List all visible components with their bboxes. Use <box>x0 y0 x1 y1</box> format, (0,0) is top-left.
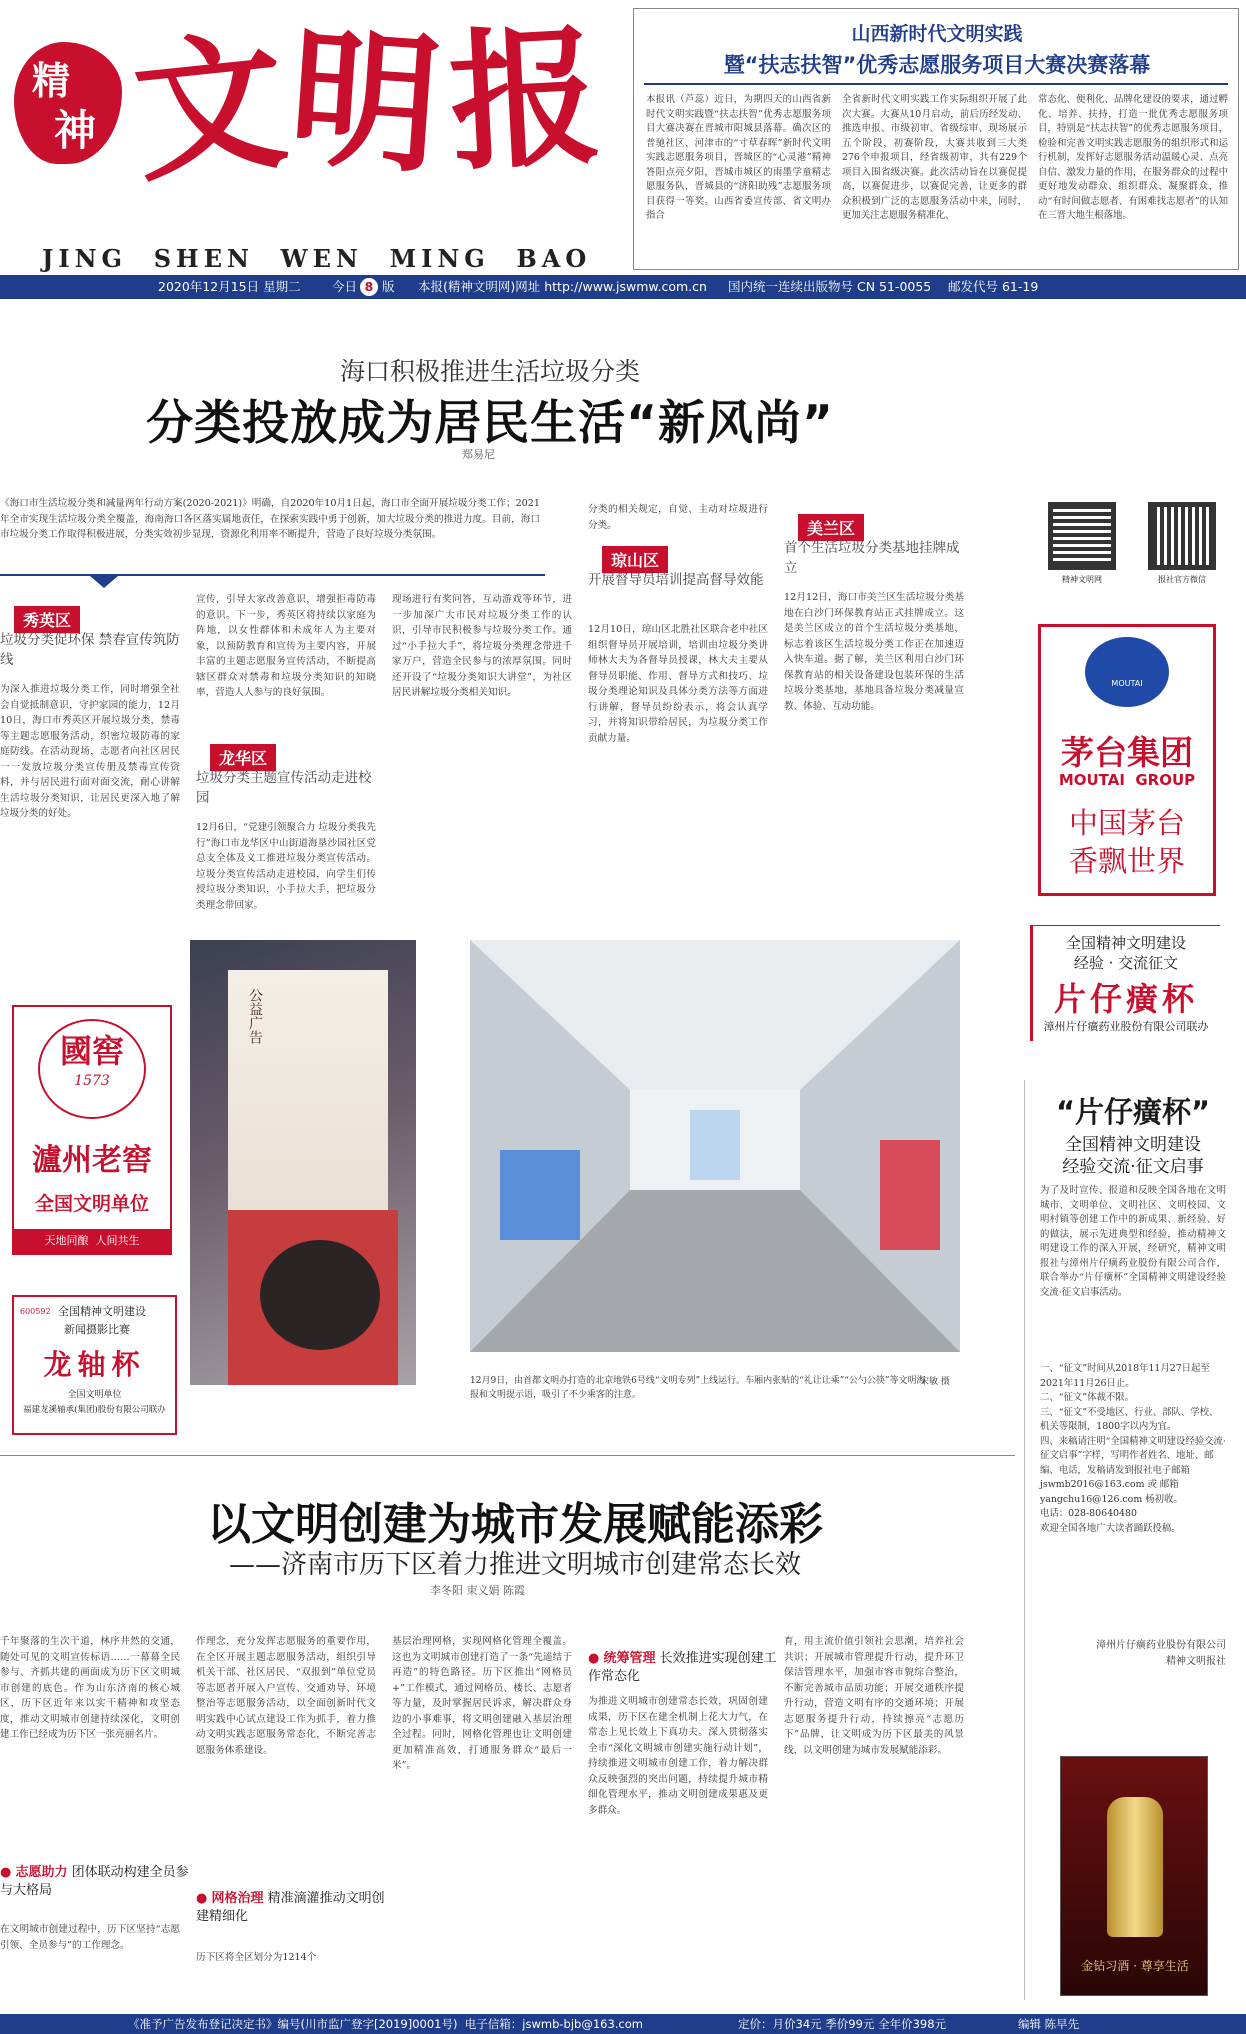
photo-subway <box>470 940 960 1352</box>
second-byline: 李冬阳 束义娟 陈霞 <box>430 1584 525 1597</box>
page-count: 8 <box>360 278 378 296</box>
second-col1-tag <box>0 1864 190 1900</box>
pzh-banner-line-2: 经验 · 交流征文 <box>1073 954 1179 972</box>
second-col-5: 育，用主流价值引领社会思潮，培养社会共识；开展城市管理提升行动，提升环卫保洁管理水平，加强市容市貌综合整治，不断完善城市品质功能；开展交通秩序提升行动，营造文明有序的交通环境；开展志愿服务提升行动，持续擦亮“志愿历下”品牌，让文明成为历下区最美的风景线，以文明创建为城市发展赋能添彩。 <box>784 1636 964 1756</box>
pzh-notice-item: 三、“征文”不受地区、行业、部队、学校、机关等限制，1800字以内为宜。 <box>1040 1406 1219 1432</box>
ad-luzhou[interactable] <box>12 1005 172 1255</box>
photo-caption: 12月9日，由首都文明办打造的北京地铁6号线“文明专列”上线运行。车厢内张贴的“礼让让乘”“公勺公筷”等文明海报和文明提示语，吸引了不少乘客的注意。 <box>470 1376 926 1400</box>
lead-intro: 《海口市生活垃圾分类和减量两年行动方案(2020-2021)》明确，自2020年10月1日起，海口市全面开展垃圾分类工作；2021年全市实现生活垃圾分类全覆盖，海南海口各区落实属地责任，在探索实践中勇于创新，加大垃圾分类的推进力度。目前，海口市垃圾分类工作取得积极进展，分类实效初步显现，资源化利用率不断提升，营造了良好垃圾分类氛围。 <box>0 498 540 540</box>
section-sub-qiongshan: 开展督导员培训提高督导效能 <box>588 572 764 588</box>
second-tag-label: 网格治理 <box>211 1891 264 1906</box>
pzh-notice-body: 为了及时宣传、报道和反映全国各地在文明城市、文明单位、文明社区、文明校园、文明村镇等创建工作中的新成果、新经验、好的做法，展示先进典型和经验，推动精神文明建设工作的深入开展，经研究，精神文明报社与漳州片仔癀药业股份有限公司合作，联合举办“片仔癀杯”全国精神文明建设经验交流·征文启事活动。 <box>1040 1185 1226 1298</box>
ad-jinsha[interactable] <box>1060 1756 1208 1996</box>
ad-pzh-banner[interactable] <box>1030 925 1220 1041</box>
luzhou-name: 瀘州老窖 <box>32 1143 152 1178</box>
section-sub-xiuying: 垃圾分类促环保 禁春宣传筑防线 <box>0 632 180 668</box>
qr-web-label: 精神文明网 <box>1062 575 1102 584</box>
cn-number: 国内统一连续出版物号 CN 51-0055 <box>728 279 932 294</box>
second-rule <box>0 1455 1015 1456</box>
second-col4-tag <box>588 1650 778 1686</box>
longzhou-t3: 全国文明单位 <box>67 1390 122 1400</box>
photo-child-head <box>260 1240 380 1350</box>
masthead-brand-2: 明 <box>284 8 446 196</box>
pzh-notice-items <box>1040 1362 1226 1572</box>
pzh-notice-item: 欢迎全国各地广大读者踊跃投稿。 <box>1040 1522 1181 1534</box>
second-col-1: 千年聚落的生次干道，林序井然的交通，随处可见的文明宣传标语……一幕幕全民参与、齐抓共建的画面成为历下区文明城市创建的底色。作为山东济南的核心城区，历下区近年来以实干精神和攻坚态度，推动文明城市创建持续深化，文明创建工作已经成为历下区一张亮丽名片。 <box>0 1636 180 1740</box>
top-story-rule <box>644 83 1228 85</box>
top-story-title-2: 暨“扶志扶智”优秀志愿服务项目大赛决赛落幕 <box>723 53 1151 77</box>
photo-credit: 宋敏 摄 <box>920 1377 950 1387</box>
lead-cont-3: 分类的相关规定，自觉、主动对垃圾进行分类。 <box>588 504 768 531</box>
issue-date: 2020年12月15日 星期二 <box>158 279 301 294</box>
second-col-3: 基层治理网格，实现网格化管理全覆盖。这也为文明城市创建打造了一条“先遥结于再造”的特色路径。历下区推出“网格员+”工作模式，通过网格员、楼长、志愿者等力量，及时掌握居民诉求，解决群众身边的小事难事，将文明创建融入基层治理全过程。同时，网格化管理也让文明创建更加精准高效，打通服务群众“最后一米”。 <box>392 1636 572 1771</box>
luzhou-slogan: 天地同酿 人间共生 <box>14 1229 170 1253</box>
lead-intro-pointer <box>90 576 118 588</box>
section-tag-meilan: 美兰区 <box>798 514 864 541</box>
pzh-notice-title: “片仔癀杯” <box>1055 1095 1211 1129</box>
pzh-notice-item: 电话：028-80640480 <box>1040 1508 1137 1519</box>
longzhou-brand: 龙轴杯 <box>43 1348 146 1381</box>
section-sub-longhua: 垃圾分类主题宣传活动走进校园 <box>196 770 372 806</box>
photo-subway-svg <box>470 940 960 1352</box>
second-tag-icon: ● <box>588 1651 600 1666</box>
longzhou-stock: 600592 <box>20 1307 51 1316</box>
second-col2-tag <box>196 1890 386 1926</box>
second-tag-label: 统筹管理 <box>603 1651 656 1666</box>
footer-bar <box>0 2014 1246 2034</box>
qr-wechat-label: 报社官方微信 <box>1158 575 1206 584</box>
second-col-4: 为推进文明城市创建常态长效，巩固创建成果，历下区在建全机制上花大力气，在常态上见长效上下真功夫。深入贯彻落实全市“深化文明城市创建实施行动计划”，持续推进文明城市创建工作，着力解决群众反映强烈的突出问题，持续提升城市精细化管理水平，推动文明创建成果惠及更多群众。 <box>588 1696 768 1816</box>
top-story-title-1: 山西新时代文明实践 <box>851 23 1023 45</box>
masthead-info-bar <box>0 275 1246 299</box>
lead-intro-rule <box>0 574 545 576</box>
masthead-pinyin: JING SHEN WEN MING BAO <box>42 244 592 273</box>
second-tag-icon: ● <box>0 1865 12 1880</box>
second-tag-icon: ● <box>196 1891 208 1906</box>
pzh-notice-sub-2: 经验交流·征文启事 <box>1062 1157 1204 1177</box>
today-label: 今日 <box>332 279 358 294</box>
lead-cont-2: 现场进行有奖问答，互动游戏等环节，进一步加深广大市民对垃圾分类工作的认识，引导市民积极参与垃圾分类工作。通过“小手拉大手”，将垃圾分类理念带进千家万户，营造全民参与的浓厚氛围。同时还开设了“垃圾分类知识大讲堂”，为社区居民讲解垃圾分类相关知识。 <box>392 594 572 698</box>
second-tag-text: 团体联动构建全员参与大格局 <box>0 1865 189 1898</box>
pzh-notice-sign-1: 漳州片仔癀药业股份有限公司 <box>1096 1640 1226 1651</box>
luzhou-title: 全国文明单位 <box>34 1193 149 1215</box>
column-divider <box>1024 1080 1025 2000</box>
second-col-1-end: 在文明城市创建过程中，历下区坚持“志愿引领、全员参与”的工作理念。 <box>0 1924 180 1951</box>
section-text-longhua: 12月6日，“党建引领聚合力 垃圾分类我先行”海口市龙华区中山街道海垦沙园社区党总支全体及义工推进垃圾分类宣传活动。垃圾分类宣传活动走进校园，向学生们传授垃圾分类知识，小手拉大手，把垃圾分类理念带回家。 <box>196 822 376 911</box>
moutai-name-cn: 茅台集团 <box>1061 733 1193 772</box>
luzhou-year: 1573 <box>74 1073 110 1089</box>
pzh-notice-item: 二、“征文”体裁不限。 <box>1040 1392 1134 1403</box>
moutai-logo-text: MOUTAI <box>1111 679 1143 688</box>
section-text-meilan: 12月12日，海口市美兰区生活垃圾分类基地在白沙门环保教育站正式挂牌成立。这是美兰区成立的首个生活垃圾分类基地，标志着该区生活垃圾分类工作正在加速迈入快车道。据了解，美兰区利用白沙门环保教育站的相关设备建设包装环保的生活垃圾分类基地，基地具备垃圾分类减量宣教、体验、互动功能。 <box>784 592 964 712</box>
section-text-xiuying: 为深入推进垃圾分类工作，同时增强全社会自觉抵制意识，守护家园的能力，12月10日，海口市秀英区开展垃圾分类，禁毒等主题志愿服务活动，织密垃圾防毒的家庭防线。在活动现场，志愿者向社区居民一一发放垃圾分类宣传册及禁毒宣传资料，并与居民进行面对面交流，耐心讲解生活垃圾分类知识，让居民更深入地了解垃圾分类的好处。 <box>0 684 180 819</box>
section-tag-longhua: 龙华区 <box>210 744 276 771</box>
top-story-col-2: 全省新时代文明实践工作实际组织开展了此次大赛。大赛从10月启动，前后历经发动、推选申报、市级初审、省级综审、现场展示五个阶段，初赛阶段，大赛共收到三大类276个申报项目，经省级初审，共有229个项目入围省级决赛。此次活动旨在以赛促提高，以赛促进步，以赛促完善，让更多的群众积极到广泛的志愿服务活动中来，同时，更加关注志愿服务精准化、 <box>842 94 1027 221</box>
pzh-banner-line-1: 全国精神文明建设 <box>1065 934 1186 952</box>
second-tag-label: 志愿助力 <box>15 1865 68 1880</box>
lead-cont-1: 宣传，引导大家改善意识，增强拒毒防毒的意识。下一步，秀英区将持续以家庭为阵地，以女性群体和未成年人为主要对象，以预防教育和宣传为主要内容，开展丰富的主题志愿服务宣传活动，不断提高辖区群众对禁毒和垃圾分类知识的知晓率，营造人人参与的良好氛围。 <box>196 594 376 698</box>
top-story-col-1: 本报讯（芦蕊）近日，为期四天的山西省新时代文明实践暨“扶志扶智”优秀志愿服务项目大赛决赛在晋城市阳城县落幕。确次区的普驰社区、河津市的“寸草春晖”新时代文明实践志愿服务项目，晋城区的“心灵港”精神答阳点亮夕阳，晋城市城区的雨墨学童精志愿服务队，晋城县的“济阳助残”志愿服务项目获得一等奖。山西省委宣传部、省文明办指合 <box>646 94 831 221</box>
qr-wechat[interactable] <box>1148 502 1216 570</box>
second-subhead: ——济南市历下区着力推进文明城市创建常态长效 <box>228 1550 801 1580</box>
pzh-notice-item: 一、“征文”时间从2018年11月27日起至2021年11月26日止。 <box>1040 1363 1210 1389</box>
footer-editor: 编辑 陈早先 <box>1018 2017 1080 2031</box>
top-story-col-3: 常态化、便利化、品牌化建设的要求，通过孵化、培养、扶持，打造一批优秀志愿服务项目，特别是“扶志扶智”的优秀志愿服务项目，检验和完善文明实践志愿服务的组织形式和运行机制，发挥好志愿服务活动温暖心灵、点亮自信、激发力量的作用，在服务群众的过程中更好地发动群众、组织群众、凝聚群众，推动“有时间做志愿者、有困难找志愿者”的认知在三晋大地生根落地。 <box>1038 94 1228 221</box>
moutai-logo <box>1085 637 1169 707</box>
second-headline: 以文明创建为城市发展赋能添彩 <box>207 1499 823 1550</box>
top-story <box>633 8 1239 270</box>
sponsor-url[interactable]: 本报(精神文明网)网址 http://www.jswmw.com.cn <box>418 279 707 294</box>
second-tag-text: 长效推进实现创建工作常态化 <box>588 1651 777 1684</box>
section-tag-xiuying: 秀英区 <box>14 606 80 633</box>
page-unit: 版 <box>382 279 395 294</box>
masthead <box>0 0 630 273</box>
longzhou-t4: 福建龙溪轴承(集团)股份有限公司联办 <box>23 1405 166 1415</box>
pzh-notice <box>1040 1090 1226 1690</box>
second-col-2: 作理念，充分发挥志愿服务的重要作用，在全区开展主题志愿服务活动，组织引导机关干部、社区居民、“双报到”单位党员等志愿者开展入户宣传、交通劝导、环境整治等志愿服务活动，以全面创新时代文明实践中心试点建设工作为抓手，着力推动文明实践志愿服务常态化，不断完善志愿服务体系建设。 <box>196 1636 376 1756</box>
footer-text: 《准予广告发布登记决定书》编号(川市监广登字[2019]0001号) 电子信箱：jswmb-bjb@163.com <box>128 2017 643 2031</box>
longzhou-t1: 全国精神文明建设 <box>58 1305 146 1318</box>
pzh-banner-company: 漳州片仔癀药业股份有限公司联办 <box>1043 1020 1209 1033</box>
seal-char-1: 精 <box>32 58 71 103</box>
photo-poster <box>190 940 416 1385</box>
pzh-banner-brand: 片仔癀杯 <box>1053 980 1198 1018</box>
lead-kicker: 海口积极推进生活垃圾分类 <box>339 357 640 386</box>
longzhou-t2: 新闻摄影比赛 <box>64 1323 130 1336</box>
jinsha-bottle <box>1107 1797 1163 1937</box>
section-sub-meilan: 首个生活垃圾分类基地挂牌成立 <box>784 540 960 576</box>
luzhou-brand: 國窖 <box>59 1032 124 1070</box>
section-text-qiongshan: 12月10日，琼山区北胜社区联合老中社区组织督导员开展培训，培训由垃圾分类讲师林大夫为各督导员授课，林大夫主要从督导员职能、作用、督导方式和技巧、垃圾分类理论知识及具体分类方法等方面进行讲解，督导员纷纷表示，将会认真学习，并将知识带给居民，为垃圾分类工作贡献力量。 <box>588 624 768 744</box>
qr-web[interactable] <box>1048 502 1116 570</box>
post-code: 邮发代号 61-19 <box>948 279 1039 294</box>
second-tag-text: 精准滴灌推动文明创建精细化 <box>196 1891 385 1924</box>
seal-char-2: 神 <box>54 106 97 155</box>
section-tag-qiongshan: 琼山区 <box>602 546 668 573</box>
photo-poster-text: 公益广告 <box>247 988 263 1044</box>
ad-longzhou[interactable] <box>12 1295 177 1435</box>
pzh-notice-sign-2: 精神文明报社 <box>1166 1656 1226 1667</box>
masthead-brand-1: 文 <box>126 12 294 204</box>
masthead-brand-3: 报 <box>445 8 605 192</box>
lead-headline: 分类投放成为居民生活“新风尚” <box>146 396 834 451</box>
pzh-notice-item: 四、来稿请注明“全国精神文明建设经验交流·征文启事”字样，写明作者姓名、地址、邮编、电话，发稿请发到报社电子邮箱 jswmb2016@163.com 或 邮箱 yangchu16@126.com 杨初收。 <box>1040 1435 1226 1505</box>
ad-moutai[interactable] <box>1038 624 1216 896</box>
jinsha-slogan: 金钻习酒 · 尊享生活 <box>1081 1959 1189 1973</box>
footer-price: 定价：月价34元 季价99元 全年价398元 <box>738 2017 947 2031</box>
second-col-2-end: 历下区将全区划分为1214个 <box>196 1952 317 1963</box>
moutai-slogan-1: 中国茅台 <box>1068 806 1185 840</box>
lead-byline: 郑易尼 <box>462 448 495 461</box>
moutai-name-en: MOUTAI GROUP <box>1058 771 1196 789</box>
masthead-seal <box>14 42 122 164</box>
pzh-notice-sub-1: 全国精神文明建设 <box>1065 1135 1201 1155</box>
moutai-slogan-2: 香飘世界 <box>1068 844 1185 878</box>
